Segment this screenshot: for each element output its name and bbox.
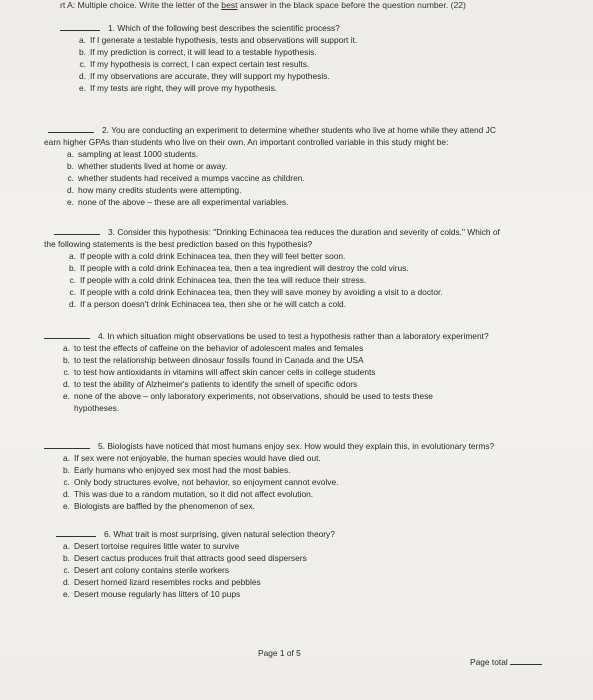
question-1 [60,22,580,94]
answer-blank-5[interactable] [44,440,90,449]
question-text: You are conducting an experiment to determine whether students who live at home while they attend JC [111,125,496,135]
option-text: Desert mouse regularly has litters of 10 pups [74,589,241,599]
question-text: What trait is most surprising, given natural selection theory? [113,529,335,539]
option-text: none of the above – these are all experimental variables. [78,197,289,207]
answer-blank-1[interactable] [60,22,100,31]
option-text: If people with a cold drink Echinacea tea, then a tea ingredient will destroy the cold virus. [80,263,409,273]
option-letter: d. [69,299,76,309]
question-number: 5. [98,441,105,451]
option-letter: c. [67,173,74,183]
option-text: sampling at least 1000 students. [78,149,199,159]
option-text: whether students lived at home or away. [78,161,228,171]
question-text: Consider this hypothesis: "Drinking Echinacea tea reduces the duration and severity of colds." Which of [117,227,500,237]
question-text: In which situation might observations be used to test a hypothesis rather than a laboratory experiment? [107,331,489,341]
option-text: none of the above – only laboratory experiments, not observations, should be used to tests these [74,391,433,401]
option-text: to test the ability of Alzheimer's patients to identify the smell of specific odors [74,379,358,389]
option-letter: c. [69,287,76,297]
page-total-label [470,656,542,667]
option-text: Early humans who enjoyed sex most had the most babies. [74,465,291,475]
answer-blank-4[interactable] [44,330,90,339]
option-letter: d. [67,185,74,195]
option-letter: c. [63,565,70,575]
option-text: If people with a cold drink Echinacea tea, then they will feel better soon. [80,251,346,261]
option-letter: a. [63,343,70,353]
option-text: Desert tortoise requires little water to survive [74,541,240,551]
option-text: to test the relationship between dinosaur fossils found in Canada and the USA [74,355,364,365]
answer-blank-3[interactable] [54,226,100,235]
option-letter: d. [63,379,70,389]
option-letter: c. [79,59,86,69]
option-text: Biologists are baffled by the phenomenon of sex. [74,501,255,511]
option-letter: e. [63,589,70,599]
question-number: 2. [102,125,109,135]
option-letter: b. [67,161,74,171]
option-letter: b. [63,355,70,365]
option-text: If a person doesn't drink Echinacea tea, then she or he will catch a cold. [80,299,347,309]
option-letter: c. [63,367,70,377]
option-letter: a. [79,35,86,45]
option-letter: c. [69,275,76,285]
page-total-blank[interactable] [510,656,542,665]
option-text: If my hypothesis is correct, I can expect certain test results. [90,59,310,69]
option-letter: e. [79,83,86,93]
question-text: Biologists have noticed that most humans enjoy sex. How would they explain this, in evolutionary terms? [107,441,495,451]
option-letter: a. [67,149,74,159]
option-text: Only body structures evolve, not behavior, so enjoyment cannot evolve. [74,477,339,487]
option-letter: b. [63,465,70,475]
question-3 [44,226,584,310]
answer-blank-6[interactable] [56,528,96,537]
option-letter: b. [69,263,76,273]
option-text: If people with a cold drink Echinacea tea, then they will save money by avoiding a visit to a doctor. [80,287,443,297]
option-letter: b. [63,553,70,563]
page-number: Page 1 of 5 [258,648,301,658]
option-text: If my tests are right, they will prove my hypothesis. [90,83,278,93]
answer-blank-2[interactable] [48,124,94,133]
option-letter: e. [63,391,70,401]
option-text-continued: hypotheses. [74,403,120,413]
option-letter: a. [63,453,70,463]
option-text: Desert horned lizard resembles rocks and pebbles [74,577,261,587]
option-text: whether students had received a mumps vaccine as children. [78,173,305,183]
question-text-continued: earn higher GPAs than students who live on their own. An important controlled variable in this study might be: [44,137,449,147]
option-text: If people with a cold drink Echinacea tea, then the tea will reduce their stress. [80,275,367,285]
instructions-text-underlined: best [221,0,238,10]
option-text: If my prediction is correct, it will lead to a testable hypothesis. [90,47,317,57]
option-text: If sex were not enjoyable, the human species would have died out. [74,453,321,463]
option-text: how many credits students were attempting. [78,185,242,195]
option-text: Desert cactus produces fruit that attracts good seed dispersers [74,553,307,563]
option-letter: a. [63,541,70,551]
question-6 [56,528,576,600]
option-letter: c. [63,477,70,487]
question-number: 6. [104,529,111,539]
option-text: to test the effects of caffeine on the behavior of adolescent males and females [74,343,364,353]
option-letter: d. [79,71,86,81]
question-number: 3. [108,227,115,237]
option-letter: d. [63,577,70,587]
instructions-header [60,0,583,12]
option-text: to test how antioxidants in vitamins will affect skin cancer cells in college students [74,367,376,377]
question-text-continued: the following statements is the best prediction based on this hypothesis? [44,239,313,249]
option-letter: e. [67,197,74,207]
option-letter: a. [69,251,76,261]
option-text: If I generate a testable hypothesis, tests and observations will support it. [90,35,358,45]
option-letter: d. [63,489,70,499]
question-5 [44,440,589,512]
option-letter: b. [79,47,86,57]
instructions-text-post: answer in the black space before the question number. (22) [237,0,466,10]
option-letter: e. [63,501,70,511]
question-number: 4. [98,331,105,341]
question-4 [44,330,589,414]
option-text: If my observations are accurate, they will support my hypothesis. [90,71,330,81]
instructions-text-pre: rt A: Multiple choice. Write the letter of the [60,0,222,10]
option-text: This was due to a random mutation, so it did not affect evolution. [74,489,314,499]
option-text: Desert ant colony contains sterile workers [74,565,230,575]
question-text: Which of the following best describes the scientific process? [117,23,340,33]
question-number: 1. [108,23,115,33]
page-total-text: Page total [470,657,508,667]
question-2 [44,124,584,208]
